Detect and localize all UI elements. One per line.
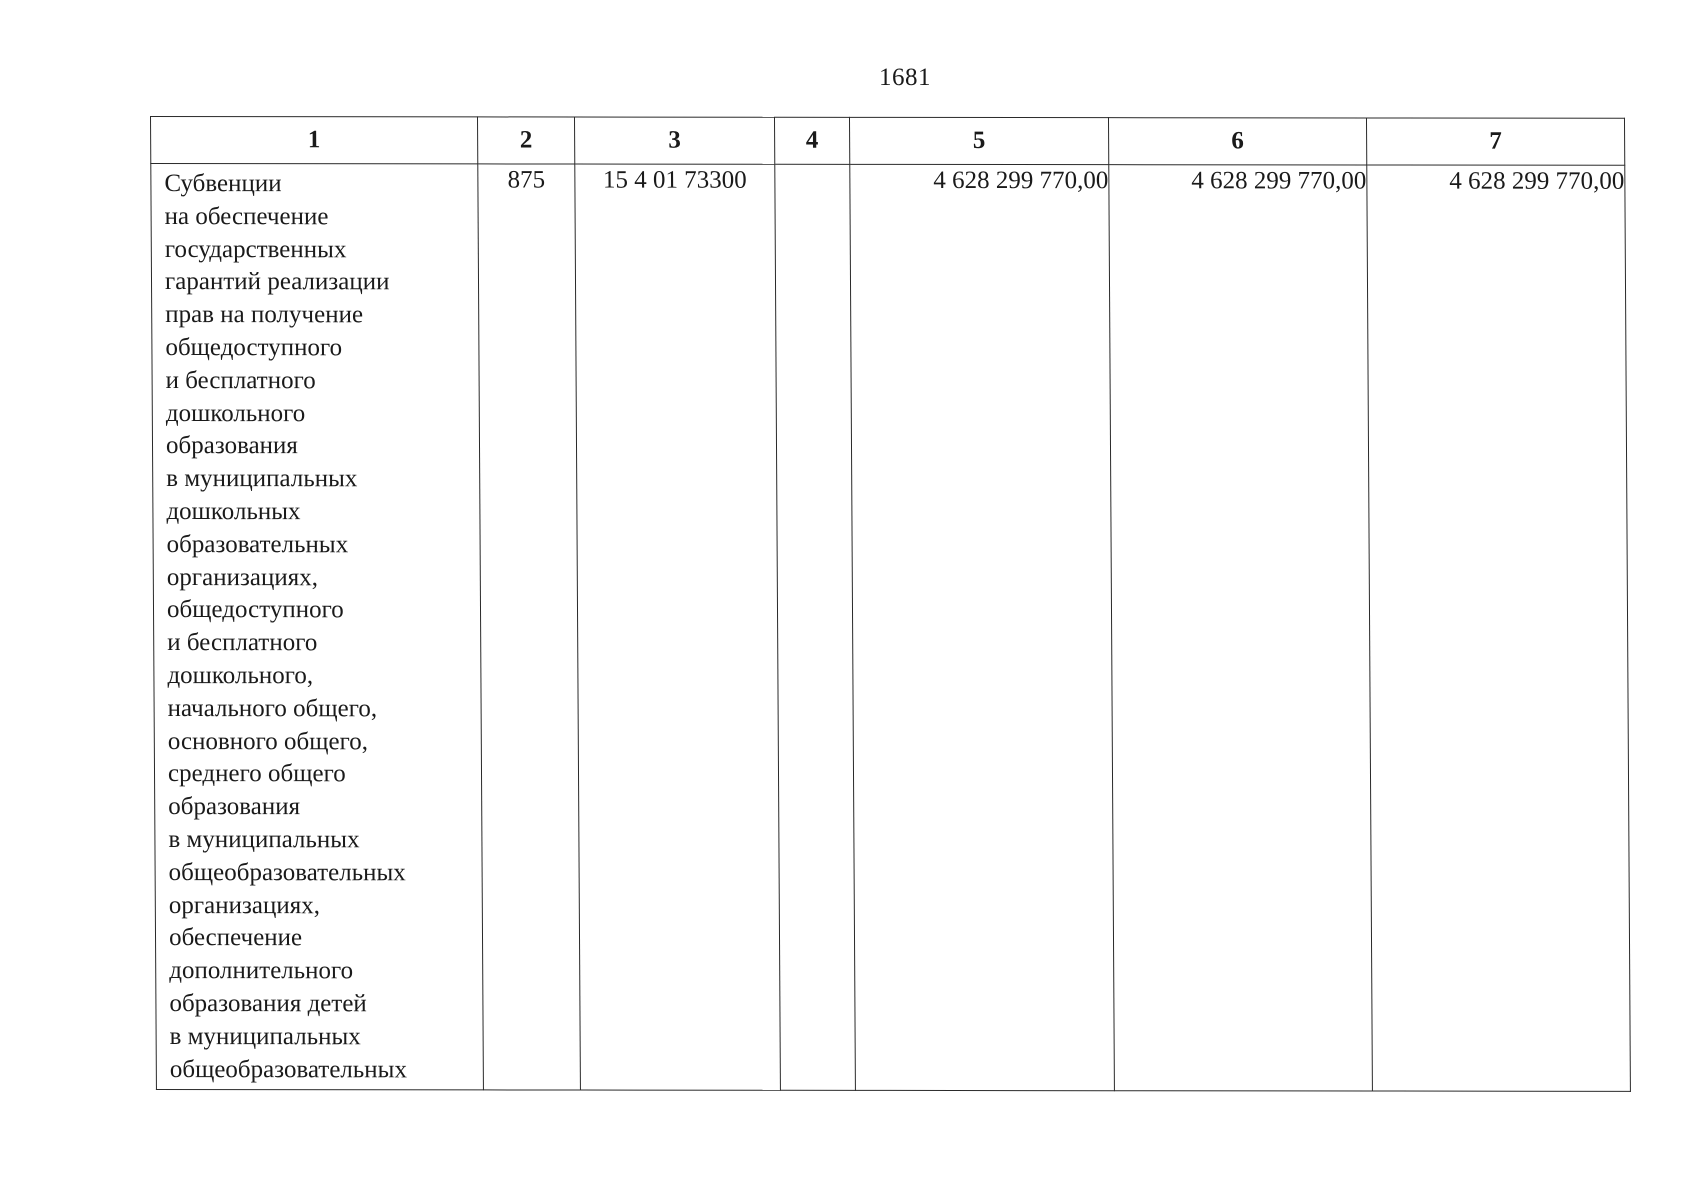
description-line: прав на получение [165, 301, 364, 329]
header-col-7: 7 [1366, 118, 1624, 165]
budget-table [150, 116, 1631, 1092]
budget-table-container [150, 116, 1630, 1092]
description-line: общеобразовательных [168, 858, 406, 887]
description-line: дошкольных [166, 497, 301, 526]
description-line: и бесплатного [167, 629, 318, 657]
page-number: 1681 [879, 64, 931, 91]
description-line: в муниципальных [168, 825, 360, 854]
cell-col-7: 4 628 299 770,00 [1367, 165, 1631, 1091]
header-col-1: 1 [151, 117, 478, 164]
description-text [151, 164, 483, 1087]
description-line: основного общего, [167, 727, 369, 755]
description-line: образования [165, 432, 298, 460]
description-line: государственных [164, 235, 347, 263]
description-line: организациях, [166, 563, 318, 591]
description-line: организациях, [168, 891, 320, 919]
cell-col-3: 15 4 01 73300 [575, 164, 781, 1090]
description-line: образовательных [166, 530, 349, 559]
table-row [151, 164, 1631, 1092]
header-row [151, 117, 1625, 166]
description-line: Субвенции [164, 170, 282, 198]
description-line: дошкольного [165, 399, 306, 427]
description-line: общеобразовательных [169, 1055, 408, 1083]
header-col-6: 6 [1108, 118, 1366, 165]
description-line: и бесплатного [165, 366, 316, 394]
description-line: в муниципальных [166, 465, 358, 493]
description-line: образования детей [169, 989, 367, 1018]
description-line: среднего общего [167, 760, 346, 788]
description-line: дошкольного, [167, 661, 314, 690]
cell-col-5: 4 628 299 770,00 [850, 164, 1115, 1090]
description-cell [151, 164, 484, 1090]
description-line: общедоступного [165, 334, 343, 362]
header-col-4: 4 [774, 117, 849, 164]
description-line: на обеспечение [164, 202, 329, 231]
header-col-2: 2 [477, 117, 574, 164]
description-line: дополнительного [169, 957, 354, 985]
cell-col-6: 4 628 299 770,00 [1109, 165, 1373, 1091]
description-line: начального общего, [167, 694, 378, 723]
cell-col-4 [775, 164, 856, 1090]
description-line: в муниципальных [169, 1022, 361, 1050]
description-line: обеспечение [168, 924, 303, 952]
header-col-5: 5 [849, 117, 1108, 164]
cell-col-2: 875 [478, 164, 581, 1090]
header-col-3: 3 [574, 117, 774, 164]
description-line: общедоступного [166, 596, 344, 624]
description-line: гарантий реализации [164, 268, 390, 296]
description-line: образования [168, 793, 301, 821]
